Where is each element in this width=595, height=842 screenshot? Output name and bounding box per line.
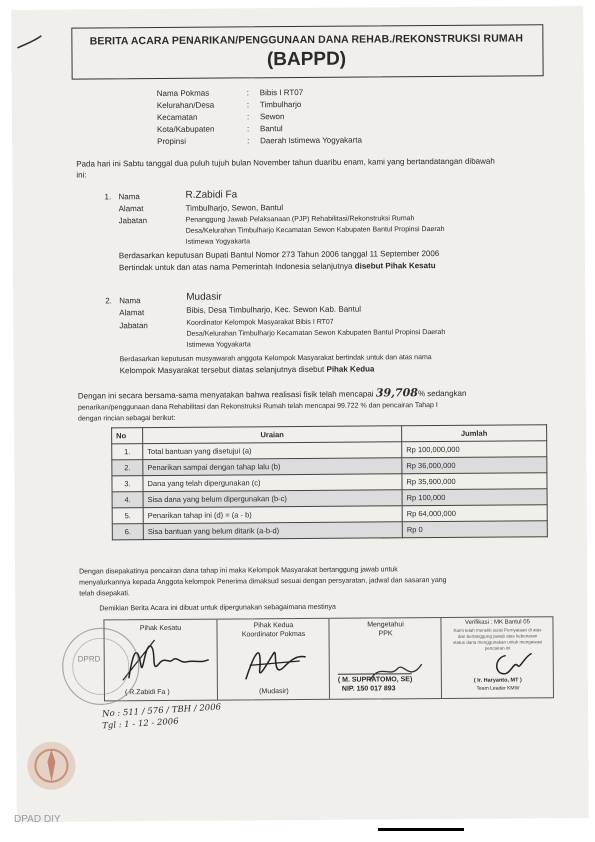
row-no: 6. [112,524,143,540]
signature-col-verifikasi [440,617,554,698]
watermark-text: DPAD DIY [14,814,61,825]
verification-text: pencairan ini [484,645,511,651]
row-no: 4. [112,492,143,508]
official-stamp-icon [55,621,146,712]
info-value: Daerah Istimewa Yogyakarta [260,135,362,146]
field-label: Jabatan [119,321,148,331]
statement-line: penarikan/penggunaan dana Rehabilitasi dan Rekonstruksi Rumah telah mencapai 99.722 % dan pencairan Tahap I [77,402,438,412]
statement-text: Dengan ini secara bersama-sama menyatakan bahwa realisasi fisik telah mencapai [77,389,374,401]
info-value: Timbulharjo [259,99,302,110]
verification-text: dan bertanggung jawab atas kebenaran [457,633,538,639]
party-position: Istimewa Yogyakarta [186,341,251,349]
row-jumlah: Rp 100,000 [402,489,547,506]
info-label: Kelurahan/Desa [156,100,215,110]
signature-col-pihak-kedua [216,619,330,700]
party-name: R.Zabidi Fa [185,189,238,201]
party-number: 1. [104,192,112,202]
party-position: Desa/Kelurahan Timbulharjo Kecamatan Sewon Kabupaten Bantul Propinsi Daerah [186,328,446,338]
info-value: Bantul [259,124,283,134]
basis-text: Kelompok Masyarakat tersebut diatas selanjutnya disebut [119,364,327,376]
info-label: Nama Pokmas [156,88,210,98]
info-colon: : [246,112,250,122]
party-address: Bibis, Desa Timbulharjo, Kec. Sewon Kab. Bantul [186,304,362,315]
row-uraian: Penarikan tahap ini (d) = (a - b) [143,506,402,524]
row-jumlah: Rp 35,900,000 [402,473,547,490]
signatory-name: ( Ir. Haryanto, MT ) [473,677,522,684]
signature-title: Pihak Kedua [253,622,294,630]
header-acronym: (BAPPD) [266,48,347,71]
field-label: Nama [119,296,141,306]
party-basis [120,364,375,376]
signature-title: Koordinator Pokmas [241,630,306,639]
row-no: 2. [112,460,143,476]
field-label: Nama [118,192,140,202]
handwritten-number: No : 511 / 576 / TBH / 2006 [101,702,222,720]
signatory-name: ( M. SUPRATOMO, SE) [338,673,412,685]
archive-emblem-icon [22,732,80,802]
statement-line: dengan rincian sebagai berikut: [78,414,176,423]
signature-title: PPK [378,630,393,638]
closing-line: menyalurkannya kepada Anggota kelompok Penerima dimaksud sesuai dengan persyaratan, jadwal dan sasaran yang [79,576,447,587]
document-page [11,6,589,822]
closing-line: Demikian Berita Acara ini dibuat untuk dipergunakan sebagaimana mestinya [99,603,336,613]
info-colon: : [247,136,250,146]
handwritten-date: Tgl : 1 - 12 - 2006 [101,716,179,732]
col-header-jumlah: Jumlah [402,425,547,442]
info-colon: : [246,100,250,110]
party-number: 2. [105,296,112,306]
row-jumlah: Rp 0 [402,521,547,538]
field-label: Jabatan [118,216,148,226]
statement-text: % sedangkan [417,388,467,399]
intro-line: ini: [76,170,87,180]
signature-title: Verifikasi : MK Bantul 05 [464,619,530,626]
row-no: 3. [112,476,143,492]
row-uraian: Dana yang telah dipergunakan (c) [143,474,402,492]
signature-mark-icon [488,649,538,679]
scan-bar [378,828,464,831]
signature-title: Pihak Kesatu [139,624,182,633]
row-uraian: Sisa bantuan yang belum ditarik (a-b-d) [143,522,402,540]
party-basis [119,261,436,273]
pen-mark-icon [15,32,45,52]
header-title: BERITA ACARA PENARIKAN/PENGGUNAAN DANA REHAB./REKONSTRUKSI RUMAH [89,32,524,48]
signature-table [103,616,554,701]
stamp-text: DPRD [77,654,101,664]
row-uraian: Sisa dana yang belum dipergunakan (b-c) [143,490,402,508]
basis-bold: Pihak Kedua [326,364,375,374]
closing-line: Dengan disepakatinya pencairan dana tahap ini maka Kelompok Masyarakat bertanggung jawab untuk [79,566,398,576]
party-position: Penanggung Jawab Pelaksanaan (PJP) Rehabilitasi/Rekonstruksi Rumah [185,215,415,224]
signatory-nip: NIP. 150 017 893 [341,685,396,693]
signatory-name: ( R.Zabidi Fa ) [124,688,170,697]
intro-line: Pada hari ini Sabtu tanggal dua puluh tujuh bulan November tahun duaribu enam, kami yang bertandatangan dibawah [76,156,495,169]
party-address: Timbulharjo, Sewon, Bantul [185,203,284,213]
verification-text: status dana menggunakan untuk mengawasi [452,639,543,645]
field-label: Alamat [119,308,145,318]
signature-col-ppk [328,618,442,699]
row-jumlah: Rp 64,000,000 [402,505,547,522]
row-uraian: Penarikan sampai dengan tahap lalu (b) [143,458,402,476]
info-colon: : [246,88,250,98]
row-jumlah: Rp 36,000,000 [402,457,547,474]
row-no: 5. [112,508,143,524]
closing-line: telah disepakati. [79,590,130,598]
info-label: Kota/Kabupaten [156,124,215,134]
info-colon: : [246,124,250,134]
basis-bold: disebut Pihak Kesatu [354,261,436,271]
signature-mark-icon [240,639,310,683]
col-header-uraian: Uraian [143,426,402,444]
party-basis: Berdasarkan keputusan Bupati Bantul Nomor 273 Tahun 2006 tanggal 11 September 2006 [118,249,440,261]
basis-text: Bertindak untuk dan atas nama Pemerintah Indonesia selanjutnya [118,261,355,273]
fund-table [111,424,548,540]
table-row [112,521,547,540]
signatory-name: (Mudasir) [259,688,289,696]
signatory-role: Team Leader KMW [476,685,520,692]
row-no: 1. [112,444,143,460]
info-label: Propinsi [157,136,187,146]
party-position: Istimewa Yogyakarta [185,238,251,246]
row-jumlah: Rp 100,000,000 [402,441,547,458]
party-basis: Berdasarkan keputusan musyawarah anggota Kelompok Masyarakat bertindak untuk dan atas nama [119,354,432,364]
row-uraian: Total bantuan yang disetujui (a) [143,442,402,460]
col-header-no: No [112,428,143,444]
info-value: Bibis I RT07 [259,87,304,98]
party-position: Koordinator Kelompok Masyarakat Bibis I RT07 [186,318,334,327]
field-label: Alamat [118,204,144,214]
statement-line [78,388,467,402]
party-position: Desa/Kelurahan Timbulharjo Kecamatan Sewon Kabupaten Bantul Propinsi Daerah [185,225,445,235]
info-label: Kecamatan [156,112,198,122]
info-value: Sewon [259,112,285,122]
signature-title: Mengetahui [367,621,404,629]
verification-text: Kami telah meneliti surat Pernyataan di atas [453,627,542,633]
party-name: Mudasir [186,291,222,303]
handwritten-percent: 39,708 [375,386,418,400]
